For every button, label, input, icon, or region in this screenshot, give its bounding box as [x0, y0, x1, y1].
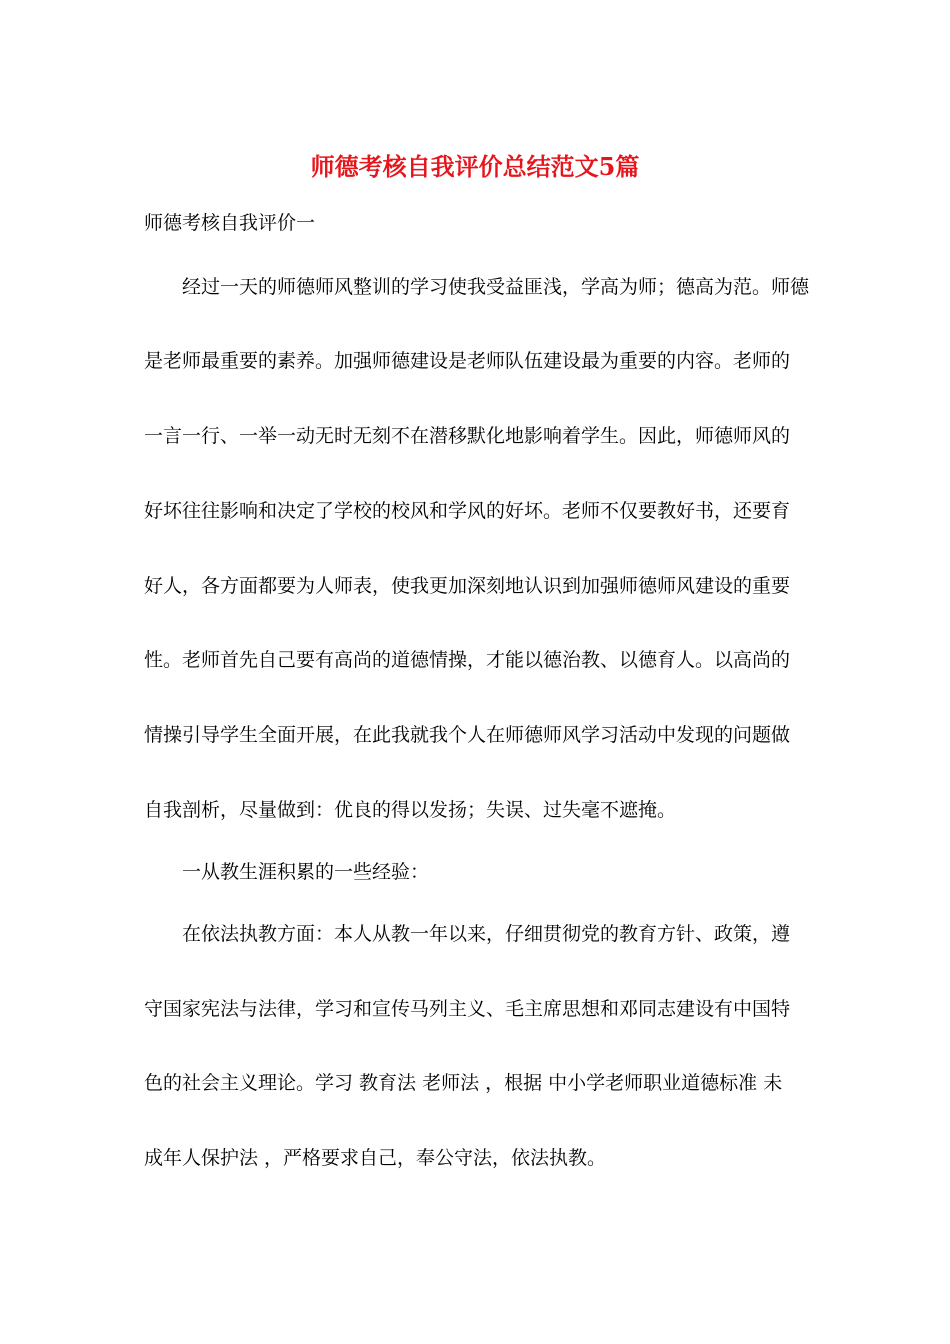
paragraph-line: 成年人保护法 ，严格要求自己，奉公守法，依法执教。: [144, 1147, 607, 1169]
paragraph-line: 好坏往往影响和决定了学校的校风和学风的好坏。老师不仅要教好书，还要育: [144, 500, 791, 522]
paragraph-line: 性。老师首先自己要有高尚的道德情操，才能以德治教、以德育人。以高尚的: [144, 649, 791, 671]
paragraph-line: 色的社会主义理论。学习 教育法 老师法 ，根据 中小学老师职业道德标准 未: [144, 1072, 783, 1094]
paragraph-line: 在依法执教方面：本人从教一年以来，仔细贯彻党的教育方针、政策，遵: [182, 923, 791, 945]
paragraph-line: 自我剖析，尽量做到：优良的得以发扬；失误、过失毫不遮掩。: [144, 799, 677, 821]
paragraph-line: 守国家宪法与法律，学习和宣传马列主义、毛主席思想和邓同志建设有中国特: [144, 998, 791, 1020]
paragraph-line: 好人，各方面都要为人师表，使我更加深刻地认识到加强师德师风建设的重要: [144, 575, 791, 597]
paragraph-line: 一言一行、一举一动无时无刻不在潜移默化地影响着学生。因此，师德师风的: [144, 425, 791, 447]
paragraph-line: 一从教生涯积累的一些经验：: [182, 861, 430, 883]
document-title: 师德考核自我评价总结范文5篇: [310, 152, 640, 181]
section-heading: 师德考核自我评价一: [144, 212, 316, 234]
paragraph-line: 情操引导学生全面开展，在此我就我个人在师德师风学习活动中发现的问题做: [144, 724, 791, 746]
paragraph-line: 是老师最重要的素养。加强师德建设是老师队伍建设最为重要的内容。老师的: [144, 350, 791, 372]
paragraph-line: 经过一天的师德师风整训的学习使我受益匪浅，学高为师；德高为范。师德: [182, 276, 810, 298]
